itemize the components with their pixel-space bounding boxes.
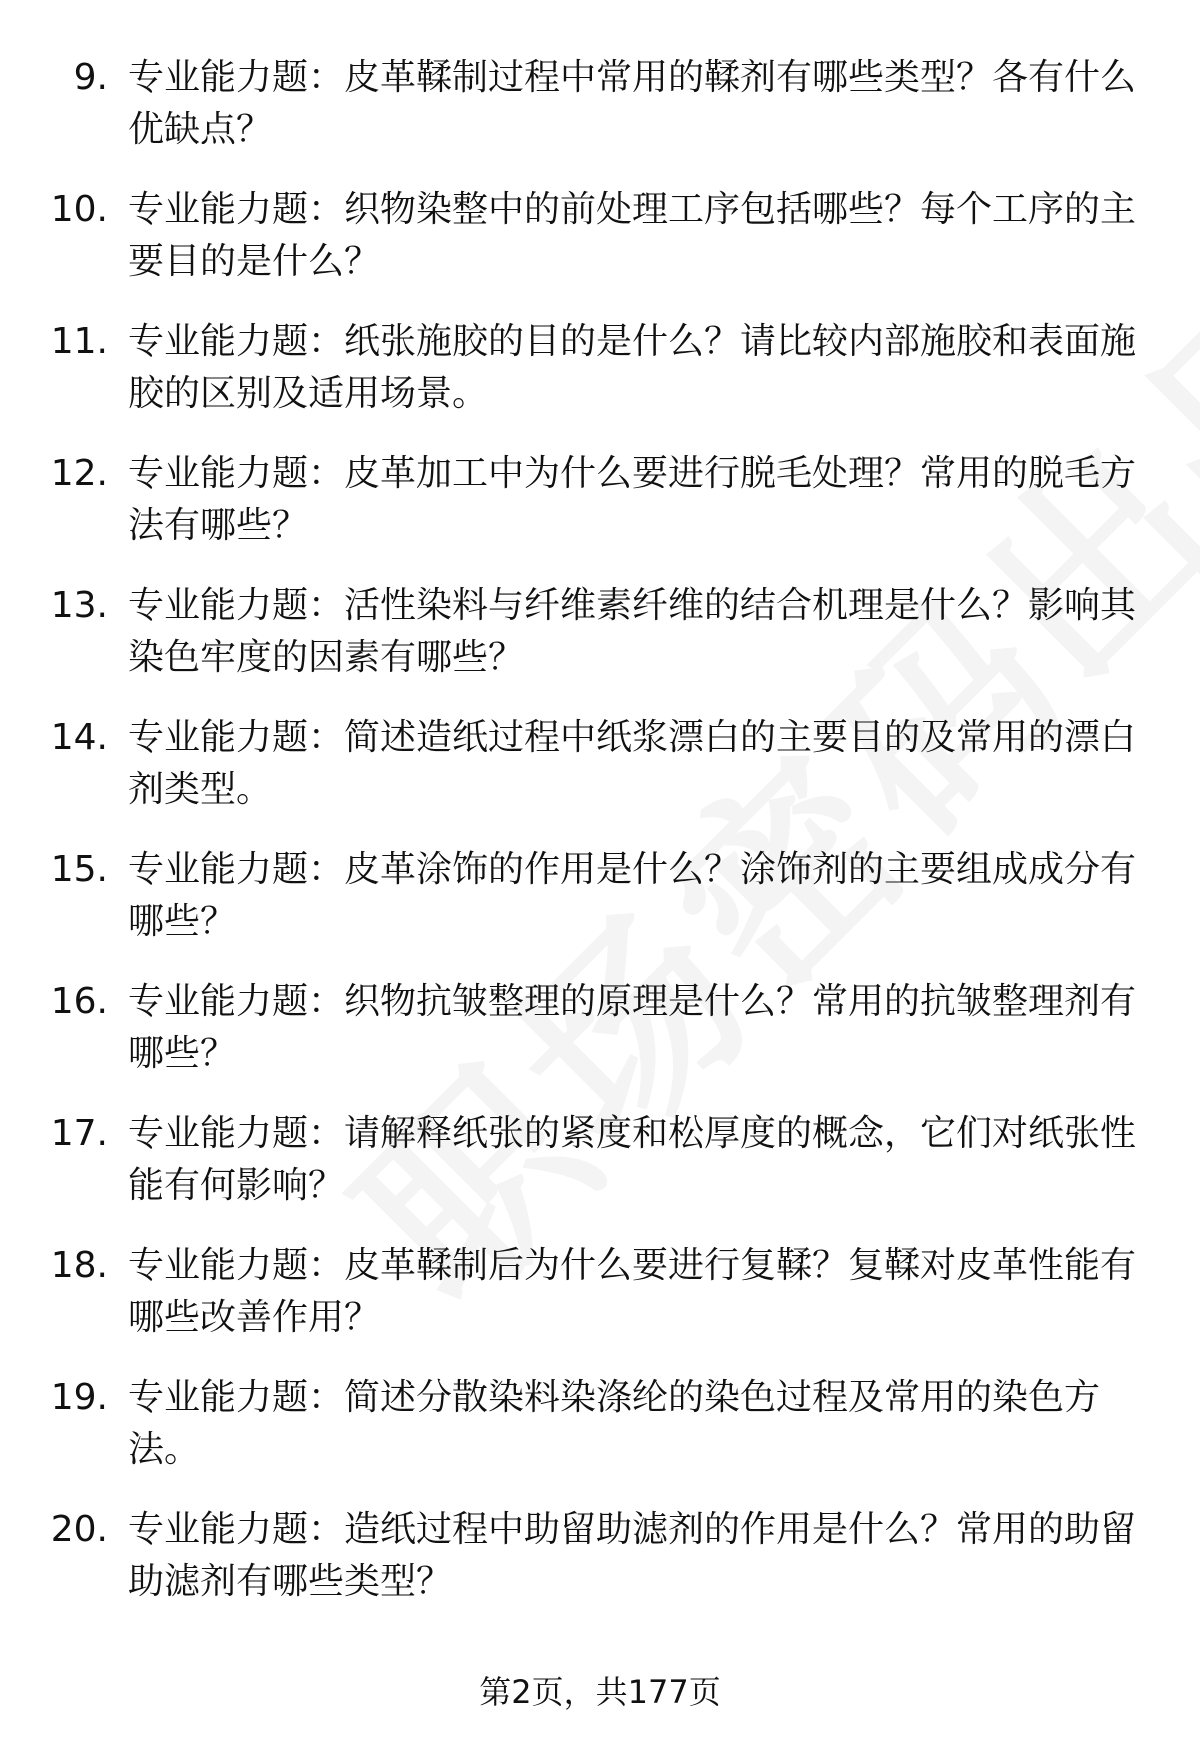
question-item bbox=[0, 1108, 1200, 1240]
question-item bbox=[0, 1504, 1200, 1636]
question-text: 专业能力题：皮革加工中为什么要进行脱毛处理？常用的脱毛方法有哪些？ bbox=[128, 453, 1137, 546]
question-text: 专业能力题：纸张施胶的目的是什么？请比较内部施胶和表面施胶的区别及适用场景。 bbox=[128, 321, 1137, 414]
question-text: 专业能力题：皮革涂饰的作用是什么？涂饰剂的主要组成成分有哪些？ bbox=[128, 849, 1137, 942]
question-text: 专业能力题：简述造纸过程中纸浆漂白的主要目的及常用的漂白剂类型。 bbox=[128, 717, 1137, 810]
question-item bbox=[0, 448, 1200, 580]
question-number: 9. bbox=[73, 57, 108, 98]
question-number: 14. bbox=[50, 717, 108, 758]
question-number: 20. bbox=[50, 1509, 108, 1550]
question-item bbox=[0, 844, 1200, 976]
question-item bbox=[0, 316, 1200, 448]
question-text: 专业能力题：织物染整中的前处理工序包括哪些？每个工序的主要目的是什么？ bbox=[128, 189, 1137, 282]
question-item bbox=[0, 976, 1200, 1108]
question-item bbox=[0, 712, 1200, 844]
question-number: 18. bbox=[50, 1245, 108, 1286]
question-item bbox=[0, 1240, 1200, 1372]
question-item bbox=[0, 580, 1200, 712]
page-footer: 第2页，共177页 bbox=[479, 1673, 721, 1711]
question-number: 11. bbox=[50, 321, 108, 362]
question-text: 专业能力题：简述分散染料染涤纶的染色过程及常用的染色方法。 bbox=[128, 1377, 1101, 1470]
question-text: 专业能力题：皮革鞣制后为什么要进行复鞣？复鞣对皮革性能有哪些改善作用？ bbox=[128, 1245, 1137, 1338]
question-number: 13. bbox=[50, 585, 108, 626]
question-text: 专业能力题：请解释纸张的紧度和松厚度的概念，它们对纸张性能有何影响？ bbox=[128, 1113, 1137, 1206]
question-item bbox=[0, 184, 1200, 316]
question-text: 专业能力题：造纸过程中助留助滤剂的作用是什么？常用的助留助滤剂有哪些类型？ bbox=[128, 1509, 1137, 1602]
question-number: 10. bbox=[50, 189, 108, 230]
question-number: 15. bbox=[50, 849, 108, 890]
question-number: 19. bbox=[50, 1377, 108, 1418]
question-item bbox=[0, 1372, 1200, 1504]
question-text: 专业能力题：织物抗皱整理的原理是什么？常用的抗皱整理剂有哪些？ bbox=[128, 981, 1137, 1074]
question-number: 17. bbox=[50, 1113, 108, 1154]
question-item bbox=[0, 52, 1200, 184]
question-text: 专业能力题：皮革鞣制过程中常用的鞣剂有哪些类型？各有什么优缺点？ bbox=[128, 57, 1137, 150]
question-text: 专业能力题：活性染料与纤维素纤维的结合机理是什么？影响其染色牢度的因素有哪些？ bbox=[128, 585, 1137, 678]
question-number: 16. bbox=[50, 981, 108, 1022]
question-list bbox=[0, 52, 1200, 1636]
question-number: 12. bbox=[50, 453, 108, 494]
